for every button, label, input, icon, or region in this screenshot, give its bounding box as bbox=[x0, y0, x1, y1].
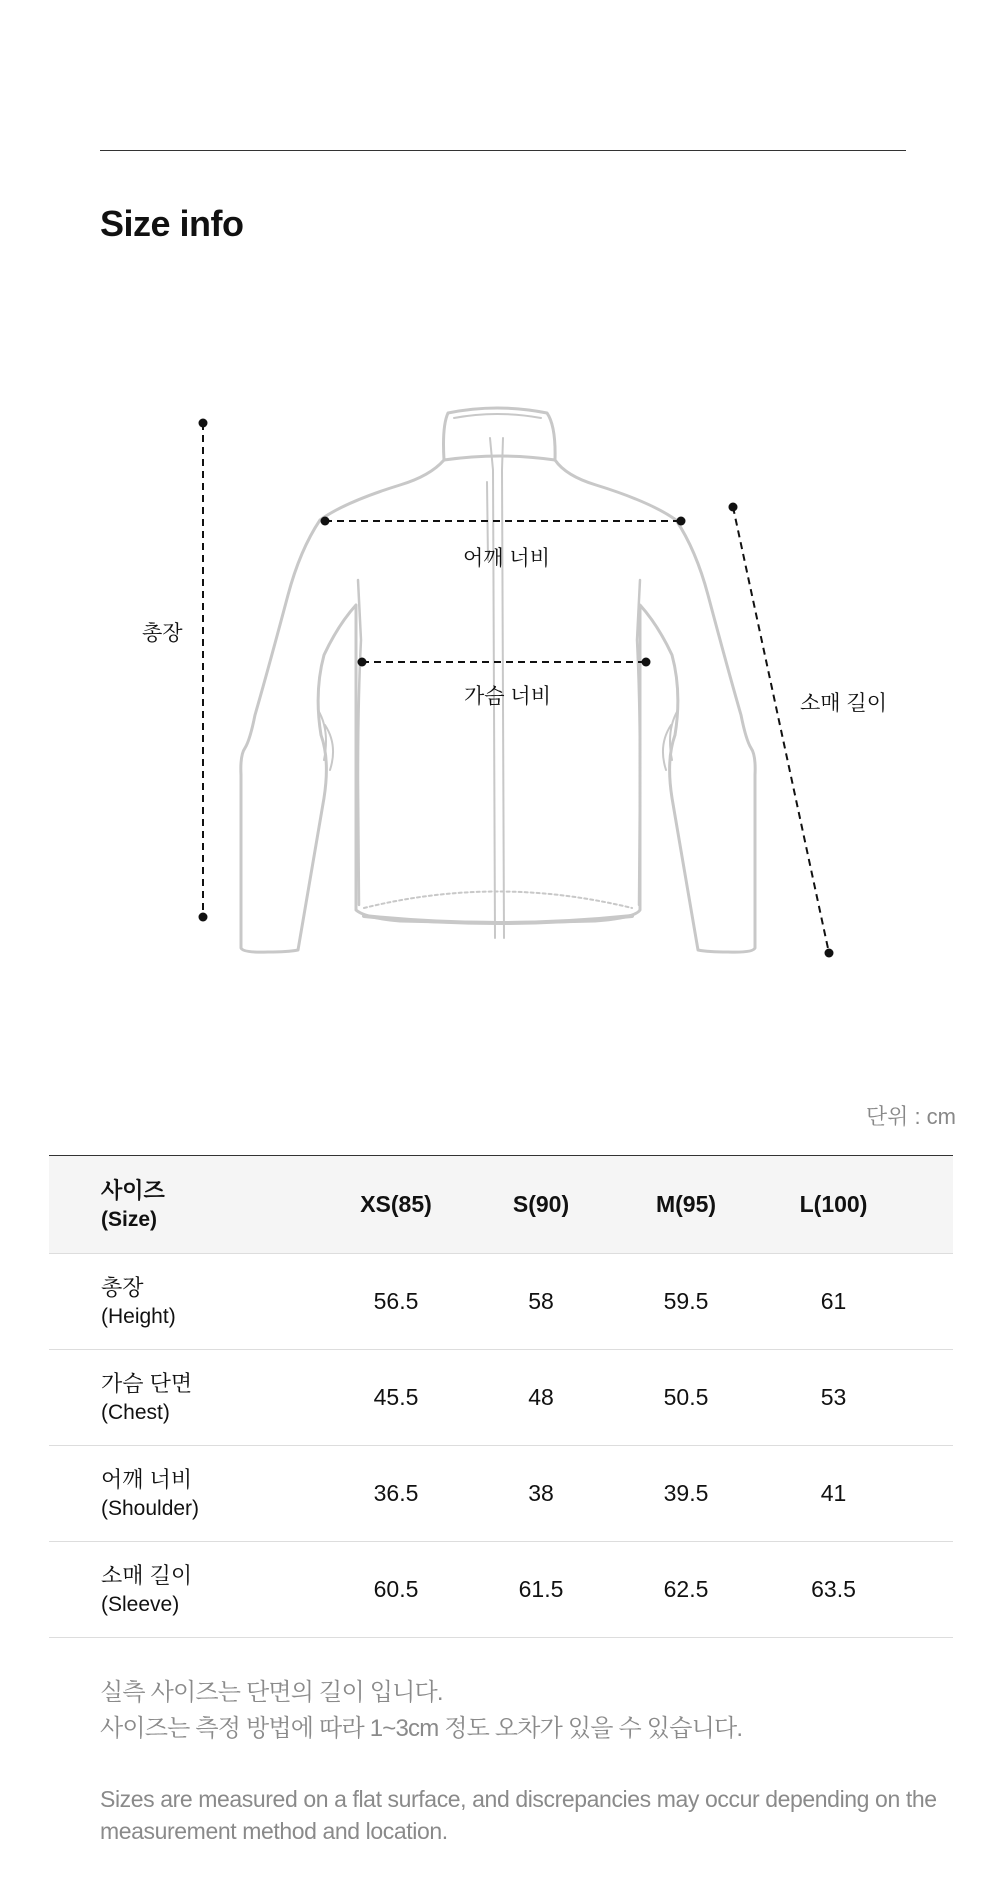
row-label bbox=[49, 1254, 321, 1350]
left-side-seam bbox=[358, 580, 361, 905]
table-row-sleeve bbox=[49, 1542, 953, 1638]
table-cell: 61 bbox=[820, 1288, 847, 1314]
row-label-en: (Chest) bbox=[101, 1400, 170, 1424]
total-length-label: 총장 bbox=[142, 622, 183, 645]
row-label-ko: 가슴 단면 bbox=[101, 1370, 193, 1396]
unit-note: 단위 : cm bbox=[865, 1104, 956, 1129]
note-line: 사이즈는 측정 방법에 따라 1~3cm 정도 오차가 있을 수 있습니다. bbox=[100, 1715, 743, 1742]
sleeve-length-label: 소매 길이 bbox=[800, 692, 887, 715]
table-cell: 41 bbox=[820, 1480, 847, 1506]
shoulder-endpoint-left bbox=[321, 517, 330, 526]
table-cell: 61.5 bbox=[518, 1576, 564, 1602]
table-cell: 50.5 bbox=[663, 1384, 709, 1410]
chest-endpoint-left bbox=[358, 658, 367, 667]
sleeve-endpoint-top bbox=[729, 503, 738, 512]
row-label-ko: 소매 길이 bbox=[101, 1562, 193, 1588]
total-length-endpoint-top bbox=[199, 419, 208, 428]
row-label bbox=[49, 1350, 321, 1446]
spacer-cell bbox=[906, 1350, 953, 1446]
table-cell: 36.5 bbox=[373, 1480, 419, 1506]
note-line: 실측 사이즈는 단면의 길이 입니다. bbox=[100, 1679, 443, 1706]
table-cell: 48 bbox=[528, 1384, 554, 1410]
sleeve-length-line bbox=[733, 507, 829, 953]
row-label bbox=[49, 1446, 321, 1542]
table-header-row bbox=[49, 1156, 953, 1254]
size-column-xs: XS(85) bbox=[360, 1191, 432, 1217]
size-header-cell bbox=[49, 1156, 321, 1254]
table-cell: 59.5 bbox=[663, 1288, 709, 1314]
row-label-en: (Sleeve) bbox=[101, 1592, 180, 1616]
notes-korean bbox=[100, 1675, 742, 1747]
size-table bbox=[49, 1155, 953, 1638]
row-label-en: (Height) bbox=[101, 1304, 176, 1328]
row-label-ko: 총장 bbox=[101, 1274, 144, 1300]
table-cell: 63.5 bbox=[811, 1576, 856, 1602]
spacer-cell bbox=[906, 1542, 953, 1638]
table-row-chest bbox=[49, 1350, 953, 1446]
table-cell: 39.5 bbox=[663, 1480, 709, 1506]
size-column-s: S(90) bbox=[512, 1191, 570, 1217]
table-row-height bbox=[49, 1254, 953, 1350]
total-length-endpoint-bottom bbox=[199, 913, 208, 922]
table-row-shoulder bbox=[49, 1446, 953, 1542]
size-column-m: M(95) bbox=[655, 1191, 717, 1217]
table-cell: 56.5 bbox=[373, 1288, 419, 1314]
row-label-en: (Shoulder) bbox=[101, 1496, 200, 1520]
chest-endpoint-right bbox=[642, 658, 651, 667]
table-cell: 62.5 bbox=[663, 1576, 709, 1602]
table-cell: 60.5 bbox=[373, 1576, 419, 1602]
row-label bbox=[49, 1542, 321, 1638]
spacer-cell bbox=[906, 1254, 953, 1350]
chest-width-label: 가슴 너비 bbox=[464, 685, 551, 708]
spacer-cell bbox=[906, 1446, 953, 1542]
note-line: Sizes are measured on a flat surface, and discrepancies may occur depending on the measurement method and location. bbox=[100, 1786, 937, 1844]
size-column-l: L(100) bbox=[799, 1191, 868, 1217]
table-cell: 53 bbox=[820, 1384, 847, 1410]
shoulder-width-label: 어깨 너비 bbox=[463, 547, 550, 570]
size-header-ko: 사이즈 bbox=[101, 1177, 165, 1203]
row-label-ko: 어깨 너비 bbox=[101, 1466, 193, 1492]
jacket-size-diagram bbox=[0, 380, 1000, 1000]
spacer-column bbox=[906, 1156, 953, 1254]
sleeve-endpoint-bottom bbox=[825, 949, 834, 958]
table-cell: 58 bbox=[528, 1288, 554, 1314]
notes-english bbox=[100, 1783, 940, 1847]
top-divider bbox=[100, 150, 906, 151]
collar-inner bbox=[454, 414, 541, 418]
table-cell: 38 bbox=[528, 1480, 554, 1506]
page-title: Size info bbox=[100, 203, 244, 244]
hem-band bbox=[364, 892, 632, 909]
size-header-en: (Size) bbox=[101, 1207, 158, 1231]
table-cell: 45.5 bbox=[373, 1384, 419, 1410]
collar-outline bbox=[444, 408, 556, 460]
shoulder-endpoint-right bbox=[677, 517, 686, 526]
